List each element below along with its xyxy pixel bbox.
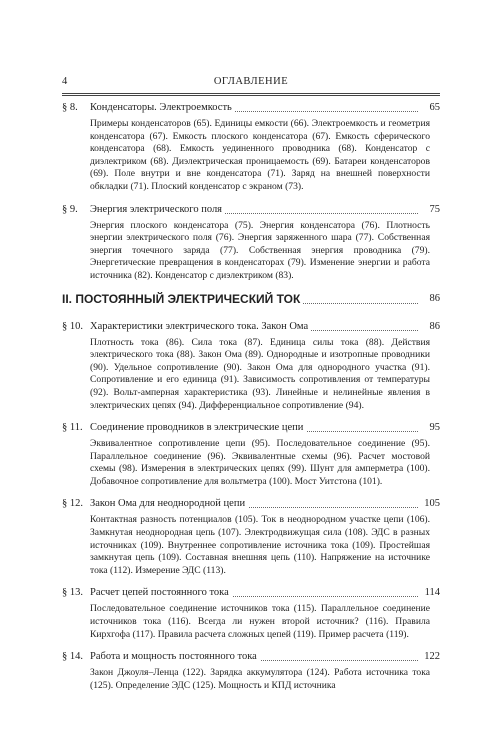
section-number: § 13.	[62, 587, 83, 599]
table-of-contents	[62, 101, 440, 701]
section-title: Работа и мощность постоянного тока	[90, 650, 260, 664]
toc-entry-heading	[62, 497, 440, 511]
section-topics: Энергия плоского конденсатора (75). Энергия конденсатора (76). Плотность энергии электрического поля (76). Энергия заряженного шара (77). Собственная энергия точечного заряда (77). Собственная энергия проводника (79). Энергетические превращения в конденсаторах (79). Изменение энергии и работа источника (82). Конденсатор с диэлектриком (83).	[90, 219, 430, 281]
section-page-number: 95	[427, 421, 441, 435]
toc-entry	[62, 586, 440, 641]
section-page-number: 75	[427, 203, 441, 217]
section-number: § 11.	[62, 422, 83, 434]
section-topics: Плотность тока (86). Сила тока (87). Единица силы тока (88). Действия электрического тока (88). Закон Ома (89). Однородные и изотропные проводники (90). Удельное сопротивление (90). Закон Ома для однородного участка (91). Сопротивление и его единица (91). Зависимость сопротивления от температуры (92). Вольт-амперная характеристика (93). Линейные и нелинейные явления в электрических цепях (94). Дифференциальное сопротивление (94).	[90, 336, 430, 411]
section-number: § 8.	[62, 102, 78, 113]
chapter-title: II. ПОСТОЯННЫЙ ЭЛЕКТРИЧЕСКИЙ ТОК	[62, 292, 303, 306]
section-topics: Контактная разность потенциалов (105). Ток в неоднородном участке цепи (106). Замкнутая неоднородная цепь (107). Электродвижущая сила (108). ЭДС в разных источниках (109). Внутреннее сопротивление источника тока (109). Простейшая замкнутая цепь (109). Составная внешняя цепь (110). Напряжение на источнике тока (112). Измерение ЭДС (113).	[90, 514, 430, 576]
toc-entry	[62, 650, 440, 692]
toc-entry-heading	[62, 421, 440, 435]
section-topics: Закон Джоуля–Ленца (122). Зарядка аккумулятора (124). Работа источника тока (125). Определение ЭДС (125). Мощность и КПД источника	[90, 667, 430, 691]
toc-entry-heading	[62, 650, 440, 664]
toc-entry-heading	[62, 203, 440, 217]
section-title: Соединение проводников в электрические цепи	[90, 421, 306, 435]
section-topics: Примеры конденсаторов (65). Единицы емкости (66). Электроемкость и геометрия конденсатора (67). Емкость плоского конденсатора (67). Емкость сферического конденсатора (68). Емкость уединенного проводника (68). Конденсатор с диэлектриком (68). Диэлектрическая проницаемость (69). Батареи конденсаторов (69). Поле внутри и вне конденсатора (71). Заряд на внешней поверхности обкладки (71). Плоский конденсатор с экраном (73).	[90, 118, 430, 192]
toc-entry	[62, 497, 440, 577]
section-title: Энергия электрического поля	[90, 203, 225, 217]
header-rule	[62, 93, 440, 94]
section-title: Конденсаторы. Электроемкость	[90, 101, 235, 115]
toc-entry	[62, 203, 440, 283]
section-number: § 12.	[62, 498, 83, 510]
toc-entry	[62, 320, 440, 413]
section-number: § 9.	[62, 203, 78, 215]
section-number: § 10.	[62, 320, 83, 332]
section-title: Характеристики электрического тока. Закон Ома	[90, 320, 311, 334]
section-number: § 14.	[62, 651, 83, 663]
toc-entry-heading	[62, 101, 440, 115]
section-topics: Эквивалентное сопротивление цепи (95). Последовательное соединение (95). Параллельное соединение (96). Эквивалентные схемы (96). Расчет мостовой схемы (98). Измерения в электрических цепях (99). Шунт для амперметра (100). Добавочное сопротивление для вольтметра (100). Мост Уитстона (101).	[90, 438, 430, 487]
running-header	[62, 76, 440, 92]
section-page-number: 122	[421, 650, 440, 664]
section-page-number: 65	[427, 101, 441, 115]
section-page-number: 105	[421, 497, 440, 511]
page-number: 4	[62, 76, 68, 87]
header-rule-double	[62, 95, 440, 96]
chapter-page-number: 86	[427, 293, 441, 304]
chapter-heading	[62, 292, 440, 308]
toc-entry	[62, 421, 440, 488]
running-title: ОГЛАВЛЕНИЕ	[213, 76, 289, 87]
section-topics: Последовательное соединение источников тока (115). Параллельное соединение источников тока (116). Всегда ли нужен второй источник? (116). Правила Кирхгофа (117). Правила расчета сложных цепей (119). Пример расчета (119).	[90, 603, 430, 640]
toc-entry-heading	[62, 320, 440, 334]
section-page-number: 114	[422, 586, 440, 600]
toc-entry	[62, 101, 440, 194]
section-title: Закон Ома для неоднородной цепи	[90, 497, 248, 511]
section-page-number: 86	[427, 320, 441, 334]
toc-entry-heading	[62, 586, 440, 600]
section-title: Расчет цепей постоянного тока	[90, 586, 232, 600]
